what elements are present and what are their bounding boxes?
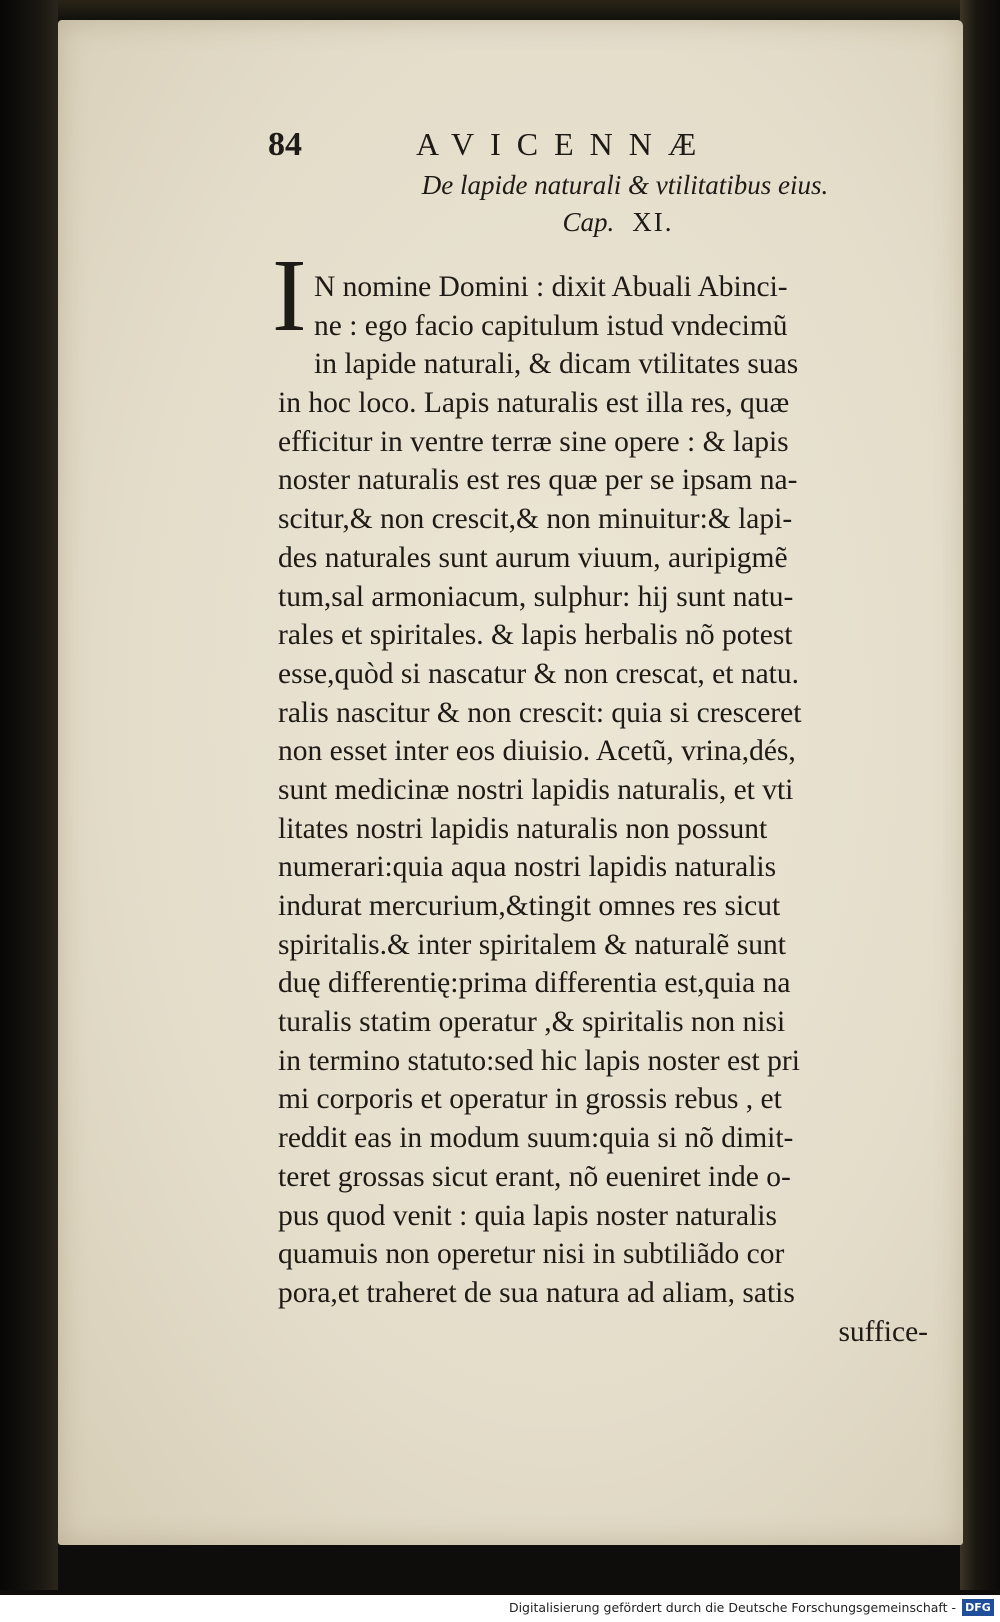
text-line: rales et spiritales. & lapis herbalis nõ potest [278, 619, 793, 652]
text-line: non esset inter eos diuisio. Acetũ, vrina,dés, [278, 735, 796, 768]
dfg-logo: DFG [962, 1599, 994, 1616]
running-head [268, 112, 928, 172]
text-line: pora,et traheret de sua natura ad aliam, satis [278, 1276, 795, 1309]
text-line: in hoc loco. Lapis naturalis est illa res, quæ [278, 387, 790, 420]
text-line: spiritalis.& inter spiritalem & naturalẽ sunt [278, 928, 786, 961]
text-line: indurat mercurium,&tingit omnes res sicut [278, 890, 781, 922]
text-line: turalis statim operatur ,& spiritalis non nisi [278, 1006, 786, 1039]
book-edge [960, 0, 1000, 1590]
digitization-footer [0, 1595, 1000, 1622]
book-binding-shadow [0, 0, 58, 1590]
page-content [268, 112, 928, 1351]
text-line: reddit eas in modum suum:quia si nõ dimit- [278, 1122, 794, 1155]
text-line: noster naturalis est res quæ per se ipsam na- [278, 464, 798, 497]
page-number: 84 [268, 126, 302, 163]
footer-credit: Digitalisierung gefördert durch die Deutsche Forschungsgemeinschaft - [508, 1600, 956, 1615]
text-line: efficitur in ventre terræ sine opere : & lapis [278, 425, 789, 458]
text-line: scitur,& non crescit,& non minuitur:& lapi- [278, 503, 793, 536]
chapter-title: De lapide naturali & vtilitatibus eius. [421, 170, 829, 200]
text-line: N nomine Domini : dixit Abuali Abinci- [314, 271, 788, 303]
text-line: sunt medicinæ nostri lapidis naturalis, et vti [278, 773, 794, 806]
chapter-heading [278, 207, 928, 238]
chapter-number: XI. [632, 207, 674, 237]
text-line: duę differentię:prima differentia est,quia na [278, 967, 791, 1000]
running-title: AVICENNÆ [416, 126, 713, 162]
text-line: pus quod venit : quia lapis noster naturalis [278, 1199, 777, 1232]
text-line: in termino statuto:sed hic lapis noster est pri [278, 1044, 800, 1077]
body-text [278, 268, 928, 1313]
text-line: mi corporis et operatur in grossis rebus , et [278, 1083, 782, 1116]
text-line: numerari:quia aqua nostri lapidis naturalis [278, 851, 777, 884]
catchword: suffice- [838, 1315, 928, 1348]
text-line: litates nostri lapidis naturalis non possunt [278, 812, 768, 845]
text-line: in lapide naturali, & dicam vtilitates suas [314, 348, 799, 381]
chapter-label: Cap. [562, 207, 615, 237]
text-line: des naturales sunt aurum viuum, auripigmẽ [278, 541, 788, 574]
book-page [58, 20, 963, 1545]
text-line: tum,sal armoniacum, sulphur: hij sunt natu- [278, 580, 794, 613]
drop-cap-initial: I [272, 238, 307, 353]
text-line: ne : ego facio capitulum istud vndecimũ [314, 309, 788, 342]
text-line: ralis nascitur & non crescit: quia si cresceret [278, 696, 802, 729]
text-line: quamuis non operetur nisi in subtiliãdo cor [278, 1238, 785, 1271]
text-line: teret grossas sicut erant, nõ eueniret inde o- [278, 1160, 791, 1193]
text-line: esse,quòd si nascatur & non crescat, et natu. [278, 657, 800, 690]
